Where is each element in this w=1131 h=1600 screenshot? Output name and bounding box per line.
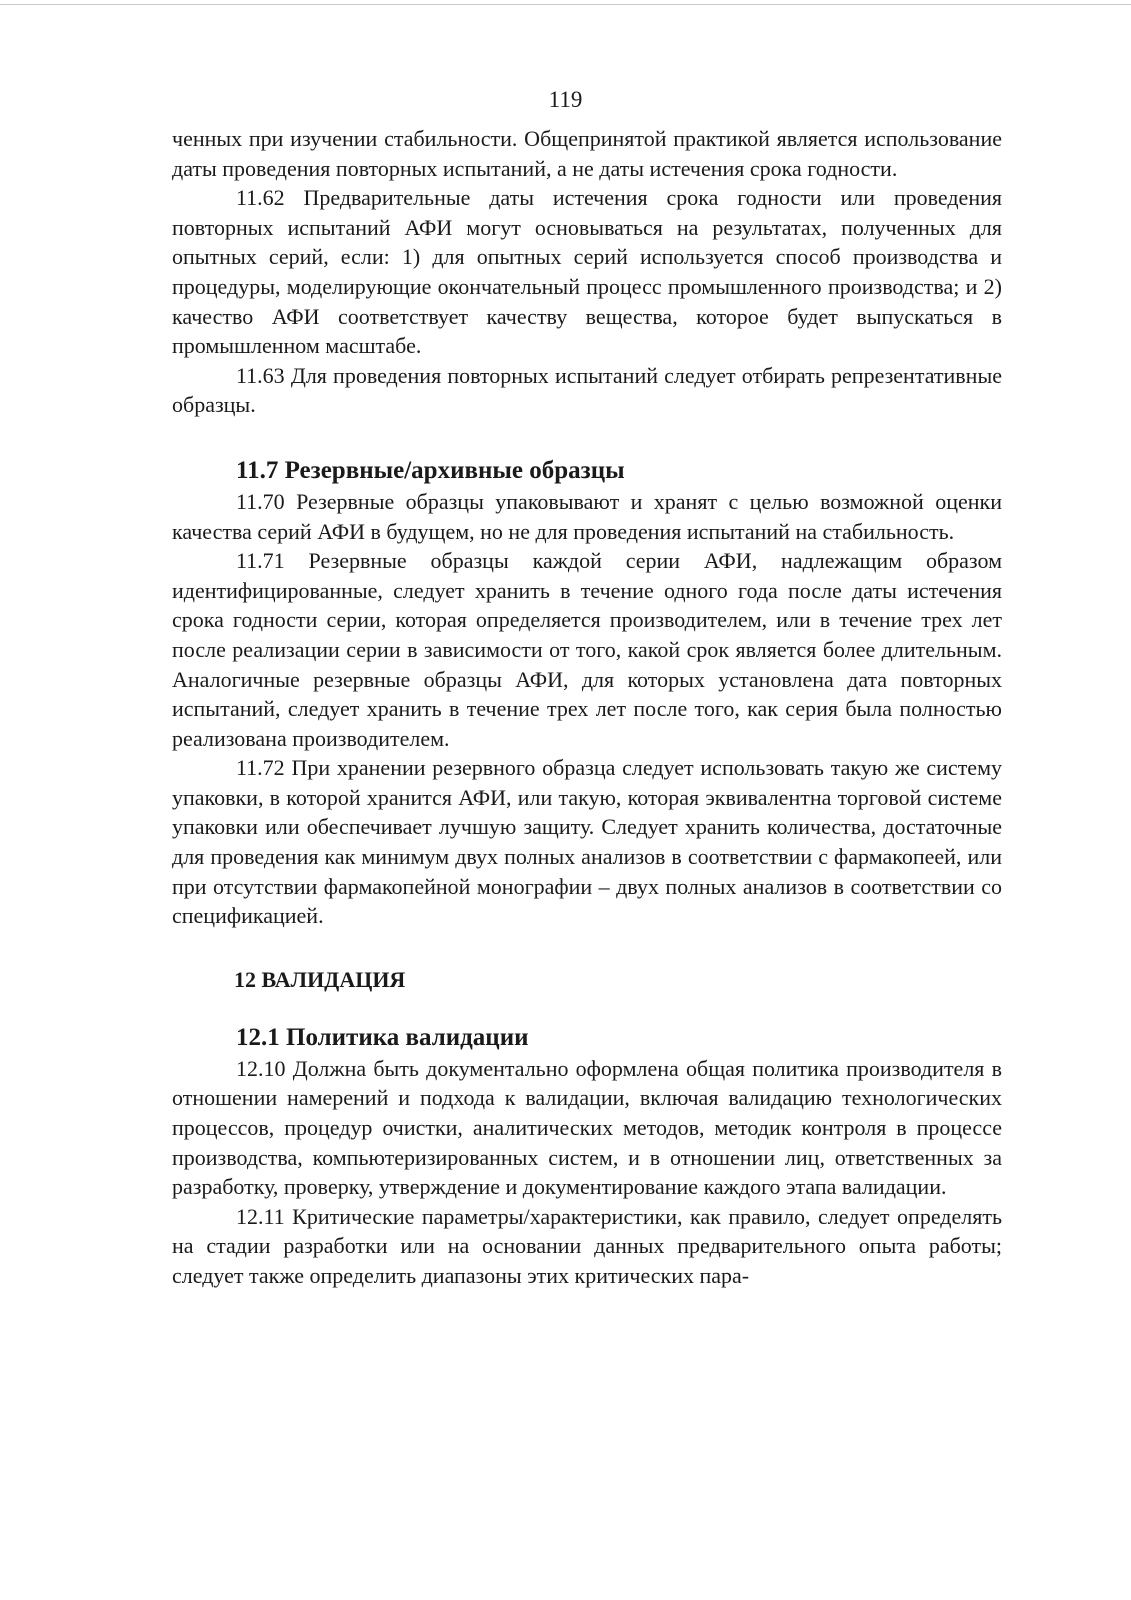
section-heading-11-7: 11.7 Резервные/архивные образцы — [236, 456, 625, 484]
paragraph: ченных при изучении стабильности. Общепринятой практикой является использование даты проведения повторных испытаний, а не даты истечения срока годности. — [172, 126, 1002, 181]
paragraph-11-62: 11.62 Предварительные даты истечения срока годности или проведения повторных испытаний АФИ могут основываться на результатах, полученных для опытных серий, если: 1) для опытных серий используется способ производства и процедуры, моделирующие окончательный процесс промышленного производства; и 2) качество АФИ соответствует качеству вещества, которое будет выпускаться в промышленном масштабе. — [172, 185, 1002, 359]
section-heading-12-1: 12.1 Политика валидации — [236, 1023, 529, 1051]
paragraph-12-11: 12.11 Критические параметры/характеристики, как правило, следует определять на стадии разработки или на основании данных предварительного опыта работы; следует также определить диапазоны этих критических пара- — [172, 1203, 1002, 1288]
paragraph-11-72: 11.72 При хранении резервного образца следует использовать такую же систему упаковки, в которой хранится АФИ, или такую, которая эквивалентна торговой системе упаковки или обеспечивает лучшую защиту. Следует хранить количества, достаточные для проведения как минимум двух полных анализов в соответствии с фармакопеей, или при отсутствии фармакопейной монографии – двух полных анализов в соответствии со спецификацией. — [172, 755, 1002, 929]
paragraph-11-63: 11.63 Для проведения повторных испытаний следует отбирать репрезентативные образцы. — [172, 362, 1002, 418]
page-number: 119 — [548, 87, 583, 112]
paragraph-11-70: 11.70 Резервные образцы упаковывают и хранят с целью возможной оценки качества серий АФИ в будущем, но не для проведения испытаний на стабильность. — [172, 488, 1002, 544]
chapter-heading-12: 12 ВАЛИДАЦИЯ — [234, 966, 406, 992]
paragraph-11-71: 11.71 Резервные образцы каждой серии АФИ, надлежащим образом идентифицированные, следует хранить в течение одного года после даты истечения срока годности серии, которая определяется производителем, или в течение трех лет после реализации серии в зависимости от того, какой срок является более длительным. Аналогичные резервные образцы АФИ, для которых установлена дата повторных испытаний, следует хранить в течение трех лет после того, как серия была полностью реализована производителем. — [172, 548, 1002, 751]
scan-top-edge — [0, 4, 1131, 5]
paragraph-12-10: 12.10 Должна быть документально оформлена общая политика производителя в отношении намерений и подхода к валидации, включая валидацию технологических процессов, процедур очистки, аналитических методов, методик контроля в процессе производства, компьютеризированных систем, и в отношении лиц, ответственных за разработку, проверку, утверждение и документирование каждого этапа валидации. — [172, 1055, 1002, 1200]
page-body — [172, 124, 1002, 1291]
